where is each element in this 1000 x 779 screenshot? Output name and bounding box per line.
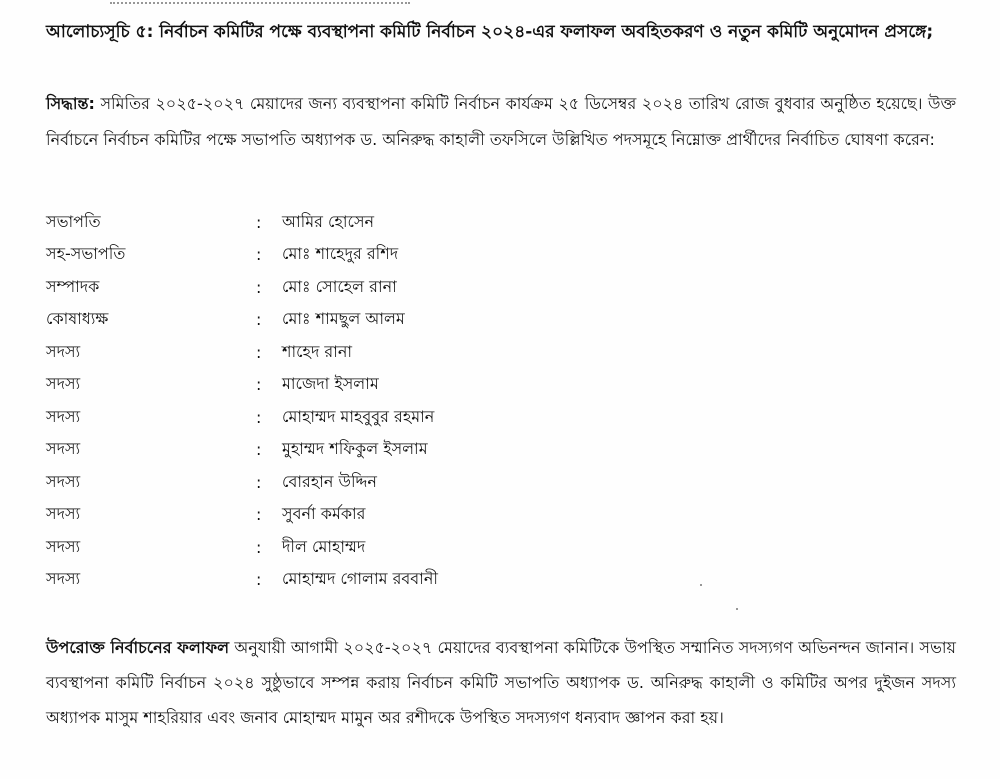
decision-text: সমিতির ২০২৫-২০২৭ মেয়াদের জন্য ব্যবস্থাপনা কমিটি নির্বাচন কার্যক্রম ২৫ ডিসেম্বর ২০২৪ তারিখ রোজ বুধবার অনুষ্ঠিত হয়েছে। উক্ত নির্বাচনে নির্বাচন কমিটির পক্ষে সভাপতি অধ্যাপক ড. অনিরুদ্ধ কাহালী তফসিলে উল্লিখিত পদসমূহে নিম্নোক্ত প্রার্থীদের নির্বাচিত ঘোষণা করেন: [46, 94, 956, 149]
roster-name: মুহাম্মদ শফিকুল ইসলাম [282, 439, 428, 459]
roster-colon: : [256, 472, 262, 492]
roster-name: মাজেদা ইসলাম [282, 374, 379, 394]
roster-colon: : [256, 505, 262, 525]
roster-row [46, 206, 746, 239]
roster-role: সভাপতি [46, 211, 101, 231]
roster-row [46, 336, 746, 369]
roster-role: সদস্য [46, 536, 81, 556]
roster-name: মোহাম্মদ মাহবুবুর রহমান [282, 406, 435, 426]
roster-colon: : [256, 342, 262, 362]
roster-colon: : [256, 310, 262, 330]
closing-paragraph [46, 630, 956, 735]
roster-row [46, 271, 746, 304]
roster-name: মোঃ সোহেল রানা [282, 276, 397, 296]
closing-text: অনুযায়ী আগামী ২০২৫-২০২৭ মেয়াদের ব্যবস্থাপনা কমিটিকে উপস্থিত সম্মানিত সদস্যগণ অভিনন্দন জানান। সভায় ব্যবস্থাপনা কমিটি নির্বাচন ২০২৪ সুষ্ঠুভাবে সম্পন্ন করায় নির্বাচন কমিটি সভাপতি অধ্যাপক ড. অনিরুদ্ধ কাহালী ও কমিটির অপর দুইজন সদস্য অধ্যাপক মাসুম শাহরিয়ার এবং জনাব মোহাম্মদ মামুন অর রশীদকে উপস্থিত সদস্যগণ ধন্যবাদ জ্ঞাপন করা হয়। [46, 638, 956, 727]
roster-role: কোষাধ্যক্ষ [46, 309, 109, 329]
agenda-heading [46, 14, 956, 50]
roster-name: মোঃ শাহেদুর রশিদ [282, 244, 399, 264]
roster-role: সদস্য [46, 569, 81, 589]
roster-colon: : [256, 245, 262, 265]
roster-row [46, 239, 746, 272]
roster-colon: : [256, 537, 262, 557]
roster-name: বোরহান উদ্দিন [282, 471, 377, 491]
roster-name: মোহাম্মদ গোলাম রববানী [282, 569, 438, 589]
closing-lead: উপরোক্ত নির্বাচনের ফলাফল [46, 638, 230, 657]
roster-colon: : [256, 212, 262, 232]
roster-colon: : [256, 375, 262, 395]
roster-name: আমির হোসেন [282, 211, 375, 231]
cropped-previous-line [110, 0, 410, 4]
roster-role: সদস্য [46, 439, 81, 459]
roster-name: শাহেদ রানা [282, 341, 353, 361]
scan-speck [736, 608, 738, 610]
roster-row [46, 499, 746, 532]
roster-name: মোঃ শামছুল আলম [282, 309, 405, 329]
roster-role: সদস্য [46, 504, 81, 524]
roster-row [46, 466, 746, 499]
elected-committee-list [46, 206, 746, 596]
roster-name: সুবর্না কর্মকার [282, 504, 366, 524]
roster-row [46, 304, 746, 337]
roster-role: সদস্য [46, 471, 81, 491]
roster-row [46, 369, 746, 402]
roster-row [46, 401, 746, 434]
roster-colon: : [256, 440, 262, 460]
roster-role: সহ-সভাপতি [46, 244, 126, 264]
roster-colon: : [256, 277, 262, 297]
roster-row [46, 434, 746, 467]
roster-colon: : [256, 407, 262, 427]
decision-label: সিদ্ধান্ত: [46, 94, 95, 113]
roster-role: সদস্য [46, 406, 81, 426]
roster-role: সদস্য [46, 341, 81, 361]
agenda-text: আলোচ্যসূচি ৫: নির্বাচন কমিটির পক্ষে ব্যবস্থাপনা কমিটি নির্বাচন ২০২৪-এর ফলাফল অবহিতকরণ ও নতুন কমিটি অনুমোদন প্রসঙ্গে; [46, 22, 934, 42]
roster-role: সম্পাদক [46, 276, 100, 296]
roster-role: সদস্য [46, 374, 81, 394]
scan-speck [700, 584, 702, 586]
roster-name: দীল মোহাম্মদ [282, 536, 366, 556]
roster-row [46, 564, 746, 597]
roster-colon: : [256, 570, 262, 590]
decision-paragraph [46, 86, 956, 158]
roster-row [46, 531, 746, 564]
